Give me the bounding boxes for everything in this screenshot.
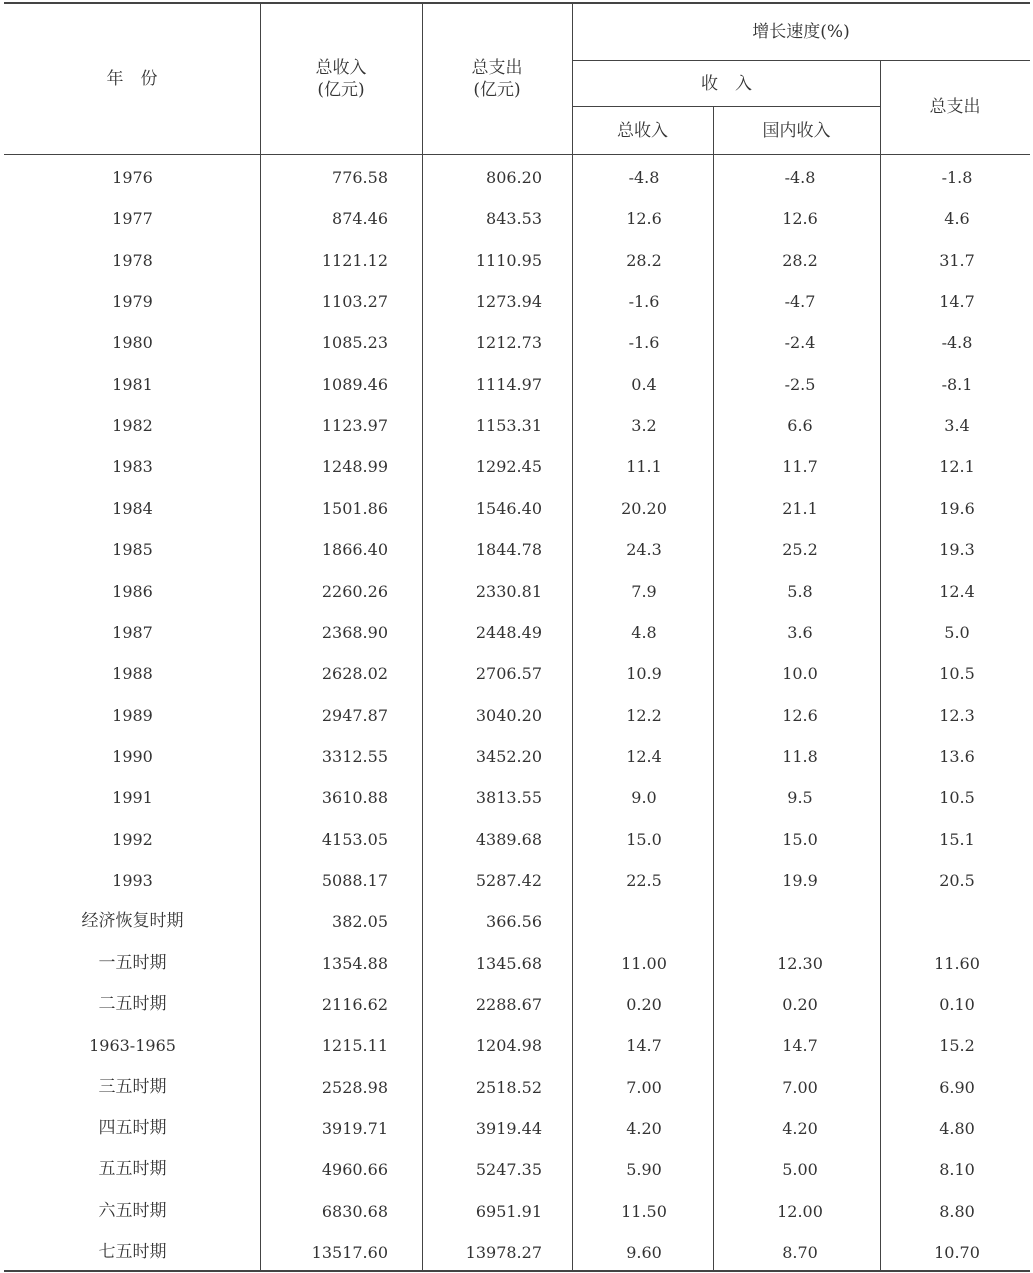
total-revenue-cell: 3610.88 — [321, 788, 388, 808]
growth-total-expenditure-cell: 5.0 — [944, 622, 970, 642]
growth-header-rule — [572, 60, 1030, 61]
growth-domestic-revenue-cell: 6.6 — [787, 416, 813, 436]
total-expenditure-cell: 843.53 — [486, 209, 542, 229]
year-cell: 1987 — [112, 622, 153, 642]
year-cell: 1978 — [112, 250, 153, 270]
table-row — [4, 446, 1030, 487]
table-row — [4, 1067, 1030, 1108]
growth-domestic-revenue-cell: 25.2 — [782, 540, 818, 560]
total-expenditure-cell: 1844.78 — [475, 540, 542, 560]
table-row — [4, 240, 1030, 281]
year-cell: 三五时期 — [98, 1076, 167, 1097]
year-cell: 1963-1965 — [89, 1036, 176, 1056]
total-revenue-cell: 1215.11 — [321, 1036, 388, 1056]
header-total-expenditure — [422, 57, 572, 101]
growth-total-revenue-cell: 11.00 — [621, 953, 667, 973]
growth-total-expenditure-cell: 10.70 — [934, 1243, 980, 1263]
growth-total-expenditure-cell: 10.5 — [939, 664, 975, 684]
growth-total-expenditure-cell: 4.80 — [939, 1119, 975, 1139]
table-row — [4, 777, 1030, 818]
growth-total-expenditure-cell: 14.7 — [939, 292, 975, 312]
total-revenue-cell: 4153.05 — [321, 829, 388, 849]
growth-total-expenditure-cell: 31.7 — [939, 250, 975, 270]
growth-domestic-revenue-cell: 0.20 — [782, 995, 818, 1014]
growth-domestic-revenue-cell: -4.8 — [784, 168, 816, 187]
year-cell: 1993 — [112, 870, 153, 890]
total-expenditure-cell: 1204.98 — [475, 1036, 542, 1056]
total-revenue-cell: 2368.90 — [321, 622, 388, 642]
total-expenditure-cell: 2448.49 — [475, 622, 542, 642]
growth-total-revenue-cell: 7.9 — [631, 581, 657, 601]
year-cell: 六五时期 — [98, 1200, 167, 1221]
growth-total-revenue-cell: -1.6 — [628, 292, 660, 312]
growth-total-expenditure-cell: -8.1 — [941, 374, 973, 394]
total-expenditure-cell: 1273.94 — [475, 292, 542, 312]
total-revenue-cell: 1501.86 — [321, 498, 388, 518]
total-revenue-cell: 1103.27 — [321, 292, 388, 312]
year-cell: 1990 — [112, 746, 153, 766]
table-row — [4, 488, 1030, 529]
year-cell: 1976 — [112, 168, 153, 187]
table-row — [4, 860, 1030, 901]
growth-domestic-revenue-cell: 28.2 — [782, 250, 818, 270]
growth-total-expenditure-cell: 19.6 — [939, 498, 975, 518]
table-row — [4, 157, 1030, 198]
header-growth-total-revenue: 总收入 — [617, 121, 668, 141]
year-cell: 1991 — [112, 788, 153, 808]
growth-total-revenue-cell: 7.00 — [626, 1077, 662, 1097]
growth-total-revenue-cell: 12.2 — [626, 705, 662, 725]
total-revenue-cell: 1085.23 — [321, 333, 388, 353]
year-cell: 经济恢复时期 — [81, 911, 184, 932]
header-revenue-group: 收 入 — [701, 74, 752, 94]
total-revenue-cell: 1089.46 — [321, 374, 388, 394]
growth-total-revenue-cell: 11.50 — [621, 1201, 667, 1221]
total-expenditure-cell: 4389.68 — [475, 829, 542, 849]
growth-total-expenditure-cell: 13.6 — [939, 746, 975, 766]
header-total-revenue — [260, 57, 422, 101]
header-growth-domestic-revenue: 国内收入 — [762, 121, 831, 141]
total-expenditure-cell: 5287.42 — [475, 870, 542, 890]
total-revenue-cell: 2116.62 — [321, 995, 388, 1014]
table-row — [4, 1108, 1030, 1149]
growth-total-revenue-cell: 9.0 — [631, 788, 657, 808]
year-cell: 1979 — [112, 292, 153, 312]
growth-total-revenue-cell: 28.2 — [626, 250, 662, 270]
table-row — [4, 198, 1030, 239]
table-row — [4, 1191, 1030, 1232]
total-revenue-cell: 1354.88 — [321, 953, 388, 973]
growth-domestic-revenue-cell: 5.8 — [787, 581, 813, 601]
growth-domestic-revenue-cell: 10.0 — [782, 664, 818, 684]
growth-domestic-revenue-cell: 12.6 — [782, 209, 818, 229]
growth-total-revenue-cell: 15.0 — [626, 829, 662, 849]
growth-total-expenditure-cell: 3.4 — [944, 416, 970, 436]
total-revenue-cell: 2628.02 — [321, 664, 388, 684]
year-cell: 1986 — [112, 581, 153, 601]
growth-domestic-revenue-cell: -2.5 — [784, 374, 816, 394]
growth-total-revenue-cell: 11.1 — [626, 457, 662, 477]
growth-domestic-revenue-cell: -2.4 — [784, 333, 816, 353]
header-total-expenditure-unit: (亿元) — [473, 80, 521, 100]
table-row — [4, 695, 1030, 736]
total-expenditure-cell: 1114.97 — [475, 374, 542, 394]
growth-total-expenditure-cell: 12.1 — [939, 457, 975, 477]
year-cell: 1985 — [112, 540, 153, 560]
growth-total-revenue-cell: 5.90 — [626, 1160, 662, 1180]
total-revenue-cell: 2260.26 — [321, 581, 388, 601]
growth-total-revenue-cell: 22.5 — [626, 870, 662, 890]
header-growth-rate: 增长速度(%) — [752, 22, 850, 42]
table-row — [4, 322, 1030, 363]
table-row — [4, 571, 1030, 612]
year-cell: 四五时期 — [98, 1118, 167, 1139]
total-revenue-cell: 3919.71 — [321, 1119, 388, 1139]
total-revenue-cell: 382.05 — [332, 912, 388, 932]
total-revenue-cell: 2528.98 — [321, 1077, 388, 1097]
total-expenditure-cell: 3040.20 — [475, 705, 542, 725]
growth-domestic-revenue-cell: 15.0 — [782, 829, 818, 849]
total-revenue-cell: 4960.66 — [321, 1160, 388, 1180]
table-row — [4, 612, 1030, 653]
total-revenue-cell: 1248.99 — [321, 457, 388, 477]
top-rule — [4, 2, 1030, 4]
table-row — [4, 819, 1030, 860]
growth-total-revenue-cell: 0.4 — [631, 374, 657, 394]
total-revenue-cell: 13517.60 — [311, 1243, 388, 1263]
table-row — [4, 984, 1030, 1025]
growth-domestic-revenue-cell: 12.00 — [777, 1201, 823, 1221]
growth-total-revenue-cell: 4.8 — [631, 622, 657, 642]
growth-total-expenditure-cell: 11.60 — [934, 953, 980, 973]
growth-domestic-revenue-cell: 11.7 — [782, 457, 818, 477]
growth-total-expenditure-cell: 4.6 — [944, 209, 970, 229]
growth-domestic-revenue-cell: 14.7 — [782, 1036, 818, 1056]
total-expenditure-cell: 1212.73 — [475, 333, 542, 353]
total-expenditure-cell: 1292.45 — [475, 457, 542, 477]
growth-total-revenue-cell: 9.60 — [626, 1243, 662, 1263]
total-expenditure-cell: 3452.20 — [475, 746, 542, 766]
total-revenue-cell: 5088.17 — [321, 870, 388, 890]
growth-total-revenue-cell: 10.9 — [626, 664, 662, 684]
year-cell: 二五时期 — [98, 994, 167, 1014]
table-row — [4, 1149, 1030, 1190]
growth-total-expenditure-cell: 6.90 — [939, 1077, 975, 1097]
growth-domestic-revenue-cell: -4.7 — [784, 292, 816, 312]
year-cell: 1992 — [112, 829, 153, 849]
table-row — [4, 1025, 1030, 1066]
growth-domestic-revenue-cell: 12.6 — [782, 705, 818, 725]
header-total-expenditure-label: 总支出 — [471, 58, 523, 78]
year-cell: 1977 — [112, 209, 153, 229]
growth-total-expenditure-cell: 8.10 — [939, 1160, 975, 1180]
growth-domestic-revenue-cell: 11.8 — [782, 746, 818, 766]
growth-total-revenue-cell: 3.2 — [631, 416, 657, 436]
table-row — [4, 364, 1030, 405]
growth-domestic-revenue-cell: 5.00 — [782, 1160, 818, 1180]
growth-domestic-revenue-cell: 12.30 — [777, 953, 823, 973]
growth-domestic-revenue-cell: 19.9 — [782, 870, 818, 890]
year-cell: 1983 — [112, 457, 153, 477]
total-revenue-cell: 874.46 — [332, 209, 388, 229]
total-expenditure-cell: 2706.57 — [475, 664, 542, 684]
table-row — [4, 1232, 1030, 1273]
table-row — [4, 901, 1030, 942]
growth-total-revenue-cell: 20.20 — [621, 498, 667, 518]
header-total-revenue-label: 总收入 — [315, 58, 367, 78]
growth-total-revenue-cell: 12.4 — [626, 746, 662, 766]
total-expenditure-cell: 6951.91 — [475, 1201, 542, 1221]
header-year: 年 份 — [106, 69, 158, 89]
growth-total-expenditure-cell: 0.10 — [939, 995, 975, 1014]
growth-total-expenditure-cell: 19.3 — [939, 540, 975, 560]
growth-domestic-revenue-cell: 3.6 — [787, 622, 813, 642]
growth-total-expenditure-cell: 15.1 — [939, 829, 975, 849]
year-cell: 1988 — [112, 664, 153, 684]
growth-total-revenue-cell: 0.20 — [626, 995, 662, 1014]
year-cell: 1980 — [112, 333, 153, 353]
total-revenue-cell: 2947.87 — [321, 705, 388, 725]
total-expenditure-cell: 806.20 — [486, 168, 542, 187]
year-cell: 1984 — [112, 498, 153, 518]
table-row — [4, 736, 1030, 777]
total-expenditure-cell: 2330.81 — [475, 581, 542, 601]
growth-total-expenditure-cell: -4.8 — [941, 333, 973, 353]
total-expenditure-cell: 3919.44 — [475, 1119, 542, 1139]
total-revenue-cell: 3312.55 — [321, 746, 388, 766]
table-row — [4, 281, 1030, 322]
year-cell: 一五时期 — [98, 952, 167, 973]
year-cell: 1981 — [112, 374, 153, 394]
total-expenditure-cell: 1345.68 — [475, 953, 542, 973]
growth-total-revenue-cell: -4.8 — [628, 168, 660, 187]
total-expenditure-cell: 2518.52 — [475, 1077, 542, 1097]
total-revenue-cell: 6830.68 — [321, 1201, 388, 1221]
year-cell: 1982 — [112, 416, 153, 436]
total-expenditure-cell: 3813.55 — [475, 788, 542, 808]
year-cell: 五五时期 — [98, 1159, 167, 1180]
growth-total-expenditure-cell: 12.4 — [939, 581, 975, 601]
growth-total-revenue-cell: -1.6 — [628, 333, 660, 353]
table-row — [4, 653, 1030, 694]
total-expenditure-cell: 1546.40 — [475, 498, 542, 518]
total-expenditure-cell: 1153.31 — [475, 416, 542, 436]
growth-total-expenditure-cell: -1.8 — [941, 168, 973, 187]
growth-domestic-revenue-cell: 9.5 — [787, 788, 813, 808]
growth-total-revenue-cell: 24.3 — [626, 540, 662, 560]
growth-domestic-revenue-cell: 21.1 — [782, 498, 818, 518]
year-cell: 七五时期 — [98, 1242, 167, 1263]
total-revenue-cell: 1121.12 — [321, 250, 388, 270]
growth-total-expenditure-cell: 10.5 — [939, 788, 975, 808]
growth-total-revenue-cell: 14.7 — [626, 1036, 662, 1056]
growth-total-expenditure-cell: 8.80 — [939, 1201, 975, 1221]
table-row — [4, 943, 1030, 984]
total-expenditure-cell: 2288.67 — [475, 995, 542, 1014]
header-growth-total-expenditure: 总支出 — [929, 97, 981, 117]
revenue-header-rule — [572, 106, 881, 107]
header-bottom-rule — [4, 154, 1030, 155]
table-row — [4, 529, 1030, 570]
growth-domestic-revenue-cell: 4.20 — [782, 1119, 818, 1139]
total-expenditure-cell: 5247.35 — [475, 1160, 542, 1180]
growth-total-expenditure-cell: 15.2 — [939, 1036, 975, 1056]
header-total-revenue-unit: (亿元) — [317, 80, 365, 100]
total-expenditure-cell: 1110.95 — [475, 250, 542, 270]
growth-domestic-revenue-cell: 7.00 — [782, 1077, 818, 1097]
total-expenditure-cell: 366.56 — [486, 912, 542, 932]
total-revenue-cell: 1123.97 — [321, 416, 388, 436]
growth-domestic-revenue-cell: 8.70 — [782, 1243, 818, 1263]
total-expenditure-cell: 13978.27 — [465, 1243, 542, 1263]
table-row — [4, 405, 1030, 446]
total-revenue-cell: 1866.40 — [321, 540, 388, 560]
growth-total-expenditure-cell: 20.5 — [939, 870, 975, 890]
growth-total-revenue-cell: 4.20 — [626, 1119, 662, 1139]
growth-total-revenue-cell: 12.6 — [626, 209, 662, 229]
total-revenue-cell: 776.58 — [332, 168, 388, 187]
growth-total-expenditure-cell: 12.3 — [939, 705, 975, 725]
year-cell: 1989 — [112, 705, 153, 725]
